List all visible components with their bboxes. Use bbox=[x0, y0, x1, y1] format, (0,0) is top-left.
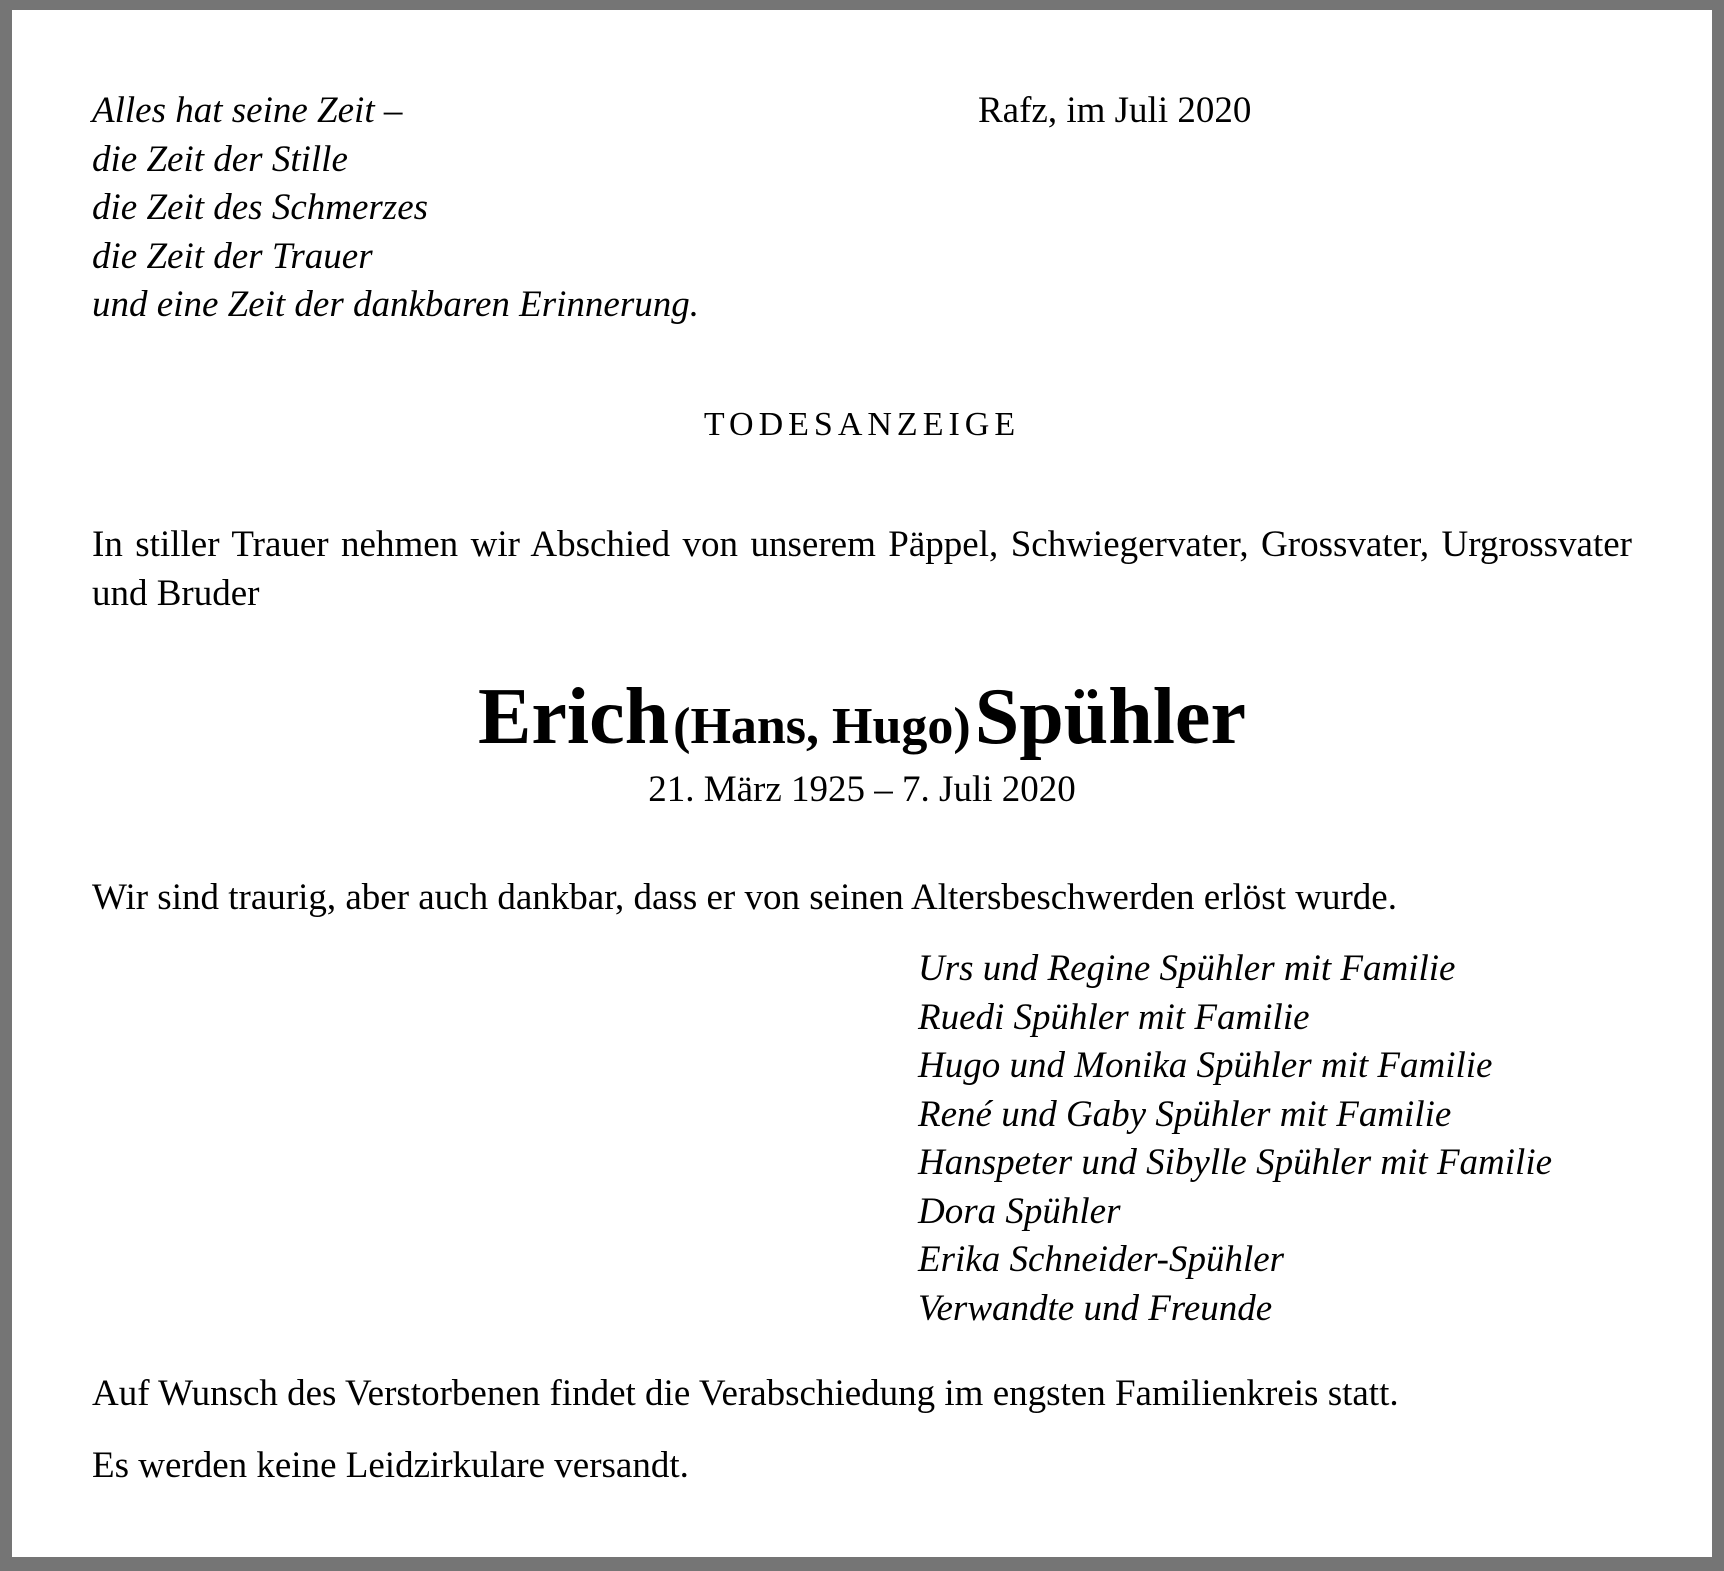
motto-line: die Zeit der Stille bbox=[92, 138, 348, 180]
mourner-entry: Urs und Regine Spühler mit Familie bbox=[918, 948, 1456, 989]
notice-heading: TODESANZEIGE bbox=[703, 406, 1021, 443]
mourner-entry: Hanspeter und Sibylle Spühler mit Familie bbox=[918, 1142, 1553, 1183]
mourner-entry: Verwandte und Freunde bbox=[918, 1287, 1273, 1329]
life-dates: 21. März 1925 – 7. Juli 2020 bbox=[648, 769, 1076, 810]
statement-paragraph: Wir sind traurig, aber auch dankbar, dass er von seinen Altersbeschwerden erlöst wurde. bbox=[92, 877, 1397, 918]
motto-line: die Zeit des Schmerzes bbox=[92, 187, 429, 228]
intro-paragraph: In stiller Trauer nehmen wir Abschied von unserem Päppel, Schwiegervater, Grossvater, Urgrossvater und Bruder bbox=[92, 524, 1632, 614]
deceased-nicknames: (Hans, Hugo) bbox=[673, 698, 971, 755]
mourners-list bbox=[918, 945, 1552, 1333]
circulars-note: Es werden keine Leidzirkulare versandt. bbox=[92, 1445, 689, 1486]
farewell-note: Auf Wunsch des Verstorbenen findet die Verabschiedung im engsten Familienkreis statt. bbox=[92, 1373, 1399, 1414]
deceased-last-name: Spühler bbox=[974, 673, 1246, 761]
mourner-entry: Erika Schneider-Spühler bbox=[918, 1239, 1285, 1280]
mourner-entry: Dora Spühler bbox=[918, 1190, 1121, 1232]
deceased-first-name: Erich bbox=[478, 673, 670, 761]
place-and-date: Rafz, im Juli 2020 bbox=[978, 90, 1252, 131]
mourner-entry: Ruedi Spühler mit Familie bbox=[918, 996, 1310, 1038]
motto-line: die Zeit der Trauer bbox=[92, 235, 373, 277]
mourner-entry: René und Gaby Spühler mit Familie bbox=[918, 1093, 1452, 1135]
motto-line: und eine Zeit der dankbaren Erinnerung. bbox=[92, 284, 699, 325]
motto-verse bbox=[92, 87, 699, 330]
motto-line: Alles hat seine Zeit – bbox=[92, 90, 403, 131]
mourner-entry: Hugo und Monika Spühler mit Familie bbox=[918, 1045, 1493, 1086]
